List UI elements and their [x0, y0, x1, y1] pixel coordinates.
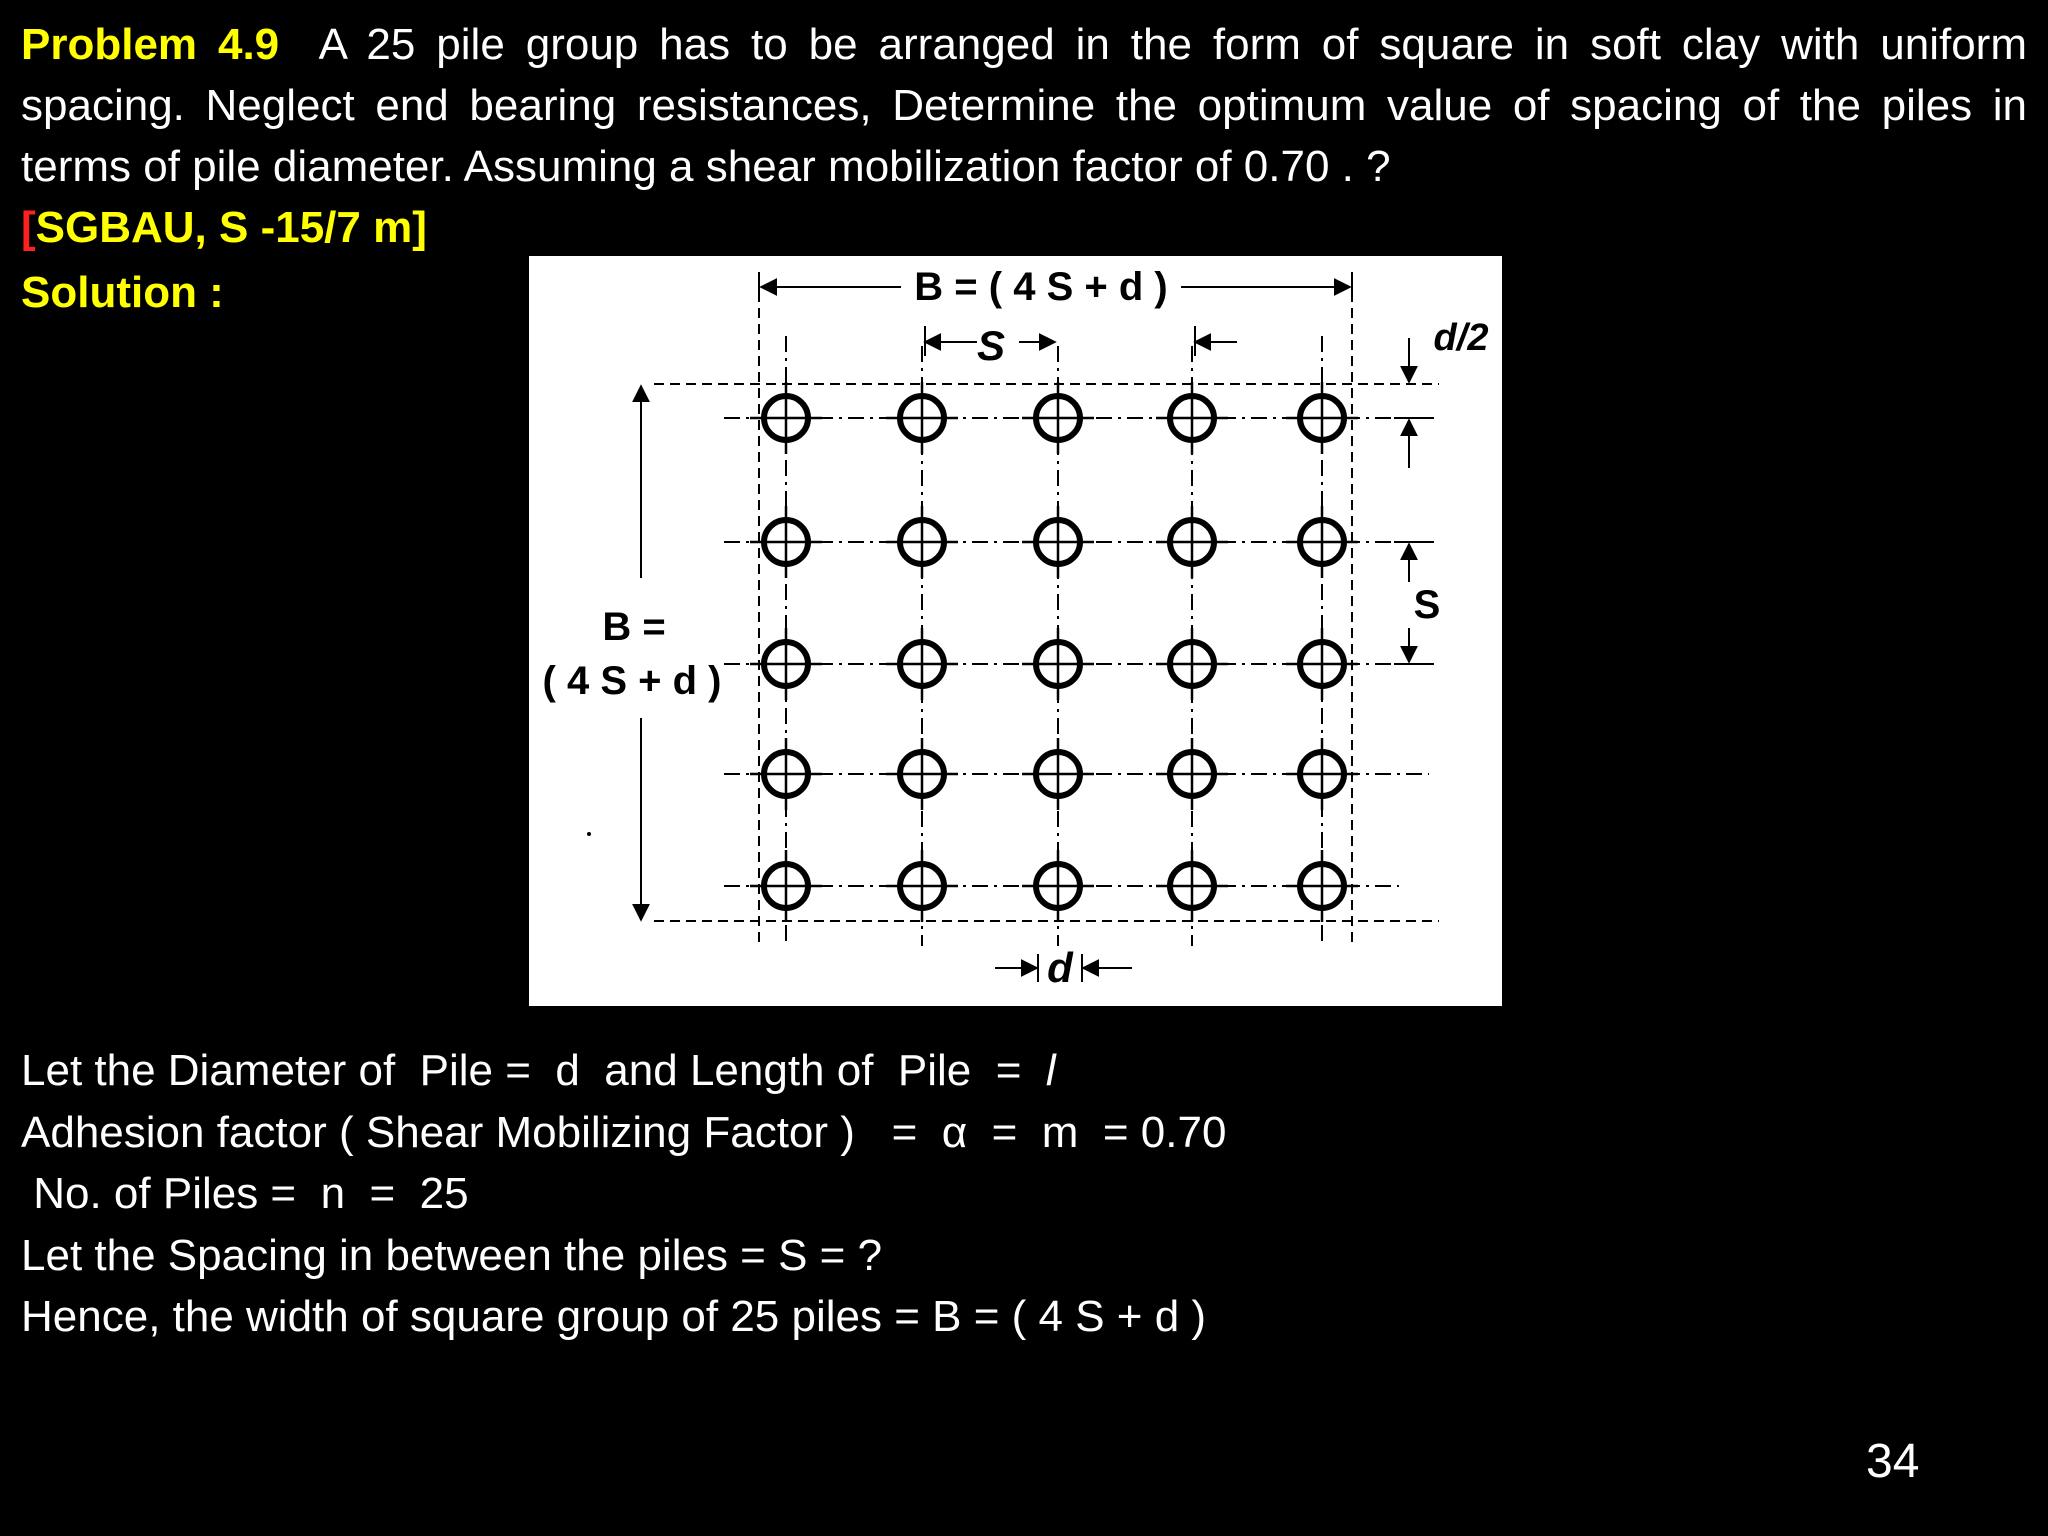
pile	[1022, 506, 1094, 578]
pile	[1156, 628, 1228, 700]
reference-bracket: [	[21, 203, 36, 252]
pile	[750, 850, 822, 922]
top-width-label: B = ( 4 S + d )	[914, 265, 1168, 309]
line-diameter-length: Let the Diameter of Pile = d and Length of Pile = l	[21, 1046, 1056, 1095]
pile	[886, 738, 958, 810]
spacing-dimension-h	[925, 326, 1237, 356]
left-width-label-line2: ( 4 S + d )	[542, 659, 722, 703]
pile-grid	[750, 382, 1358, 922]
pile	[1022, 738, 1094, 810]
pile	[886, 506, 958, 578]
diameter-label: d	[1047, 944, 1073, 991]
solution-text	[21, 1040, 1226, 1348]
pile-group-figure	[529, 256, 1502, 1006]
problem-statement	[21, 14, 2027, 258]
problem-label: Problem 4.9	[21, 20, 280, 69]
pile	[886, 382, 958, 454]
pile	[750, 382, 822, 454]
pile	[886, 628, 958, 700]
pile	[886, 850, 958, 922]
pile	[750, 628, 822, 700]
spacing-label-vertical: S	[1413, 583, 1441, 627]
pile	[1022, 382, 1094, 454]
pile	[750, 506, 822, 578]
pile	[1286, 506, 1358, 578]
pile	[1286, 382, 1358, 454]
pile	[1022, 628, 1094, 700]
pile	[750, 738, 822, 810]
pile	[1156, 738, 1228, 810]
pile	[1156, 382, 1228, 454]
half-diameter-label: d/2	[1433, 317, 1489, 359]
problem-reference: SGBAU, S -15/7 m]	[35, 203, 427, 252]
pile	[1156, 850, 1228, 922]
pile	[1286, 628, 1358, 700]
pile	[1022, 850, 1094, 922]
half-diameter-dimension	[1394, 338, 1434, 468]
solution-label: Solution :	[21, 268, 224, 317]
pile-group-diagram	[529, 256, 1502, 1006]
left-width-label-line1: B =	[602, 605, 666, 649]
spacing-label-horizontal: S	[976, 322, 1006, 369]
length-symbol: l	[1045, 1046, 1056, 1095]
line-adhesion-factor: Adhesion factor ( Shear Mobilizing Factor ) = α = m = 0.70	[21, 1107, 1227, 1157]
line-spacing: Let the Spacing in between the piles = S = ?	[21, 1230, 883, 1280]
line-number-of-piles: No. of Piles = n = 25	[21, 1169, 469, 1218]
pile	[1286, 738, 1358, 810]
problem-text: A 25 pile group has to be arranged in the form of square in soft clay with uniform spacing. Neglect end bearing resistances, Determine the optimum value of spacing of the piles in terms of pile diameter. Assuming a shear mobilization factor of 0.70 . ?	[21, 20, 2027, 191]
pile	[1286, 850, 1358, 922]
page-number: 34	[1866, 1435, 1920, 1488]
line-group-width: Hence, the width of square group of 25 piles = B = ( 4 S + d )	[21, 1292, 1207, 1341]
pile	[1156, 506, 1228, 578]
